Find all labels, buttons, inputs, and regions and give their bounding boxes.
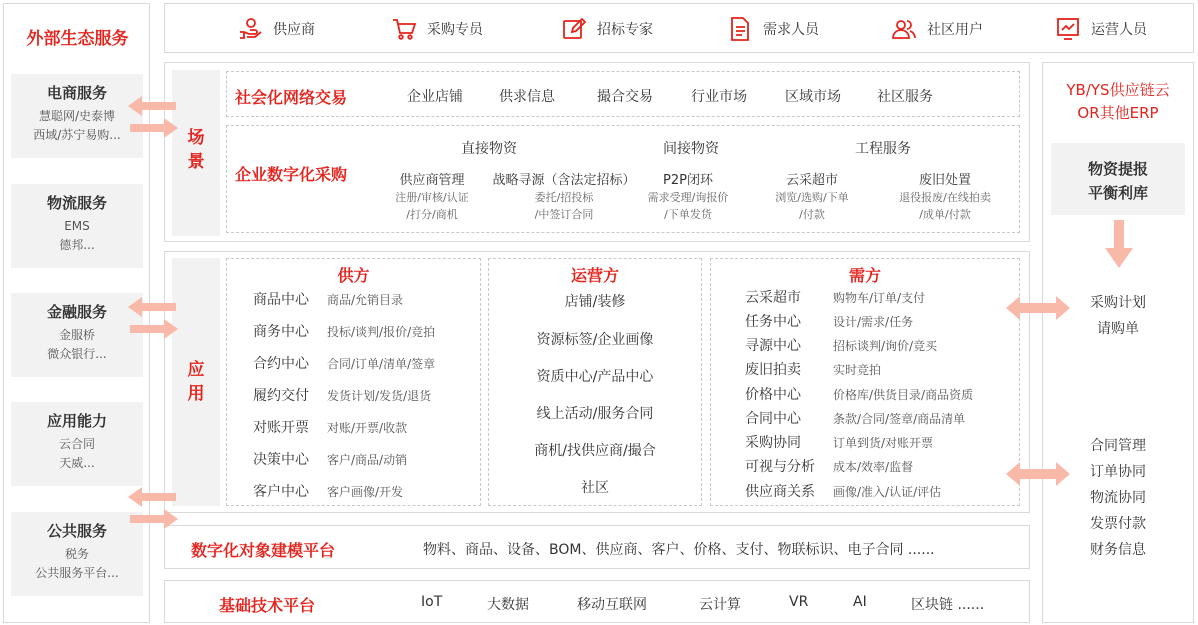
demand-side-panel [710,258,1020,506]
procurement-column[interactable] [633,172,743,223]
card-line: 云合同 [58,437,95,451]
social-item[interactable]: 区域市场 [785,89,841,105]
public-service-card[interactable] [11,512,143,596]
supply-row-desc: 投标/谈判/报价/竞拍 [327,325,436,339]
supply-row-desc: 发货计划/发货/退货 [327,389,432,403]
social-item[interactable]: 企业店铺 [407,89,463,105]
ecommerce-service-card[interactable] [11,74,143,158]
tech-item: 云计算 [699,597,741,613]
demand-row-desc: 成本/效率/监督 [833,460,914,474]
column-line: /付款 [799,208,825,221]
social-network-trade-title: 社会化网络交易 [235,88,348,107]
demand-row-desc: 招标谈判/询价/竞买 [833,339,938,353]
application-capability-card[interactable] [11,402,143,486]
role-community-user[interactable] [891,16,983,42]
tech-item: 区块链 ...... [911,597,985,613]
role-tender-expert[interactable] [561,16,653,42]
column-line: /打分/商机 [406,208,458,221]
operator-panel [488,258,702,506]
scene-label-char: 场 [187,128,205,148]
demand-row-desc: 实时竞拍 [833,363,882,377]
erp-title-line: YB/YS供应链云 [1066,81,1170,99]
demand-row-name[interactable]: 采购协同 [745,435,801,451]
card-title: 物流服务 [46,194,107,212]
procurement-header: 工程服务 [855,141,911,157]
bidirectional-arrow-icon [1006,458,1070,490]
supply-side-panel [226,258,481,506]
column-line: /成单/付款 [919,208,971,221]
operator-item[interactable]: 商机/找供应商/撮合 [534,443,656,459]
column-title: P2P闭环 [663,173,713,188]
demand-row-name[interactable]: 云采超市 [745,290,801,306]
edit-icon [561,16,587,42]
card-title: 公共服务 [46,522,107,540]
tech-platform-title: 基础技术平台 [219,596,316,615]
role-label: 需求人员 [763,22,819,38]
modeling-platform-items: 物料、商品、设备、BOM、供应商、客户、价格、支付、物联标识、电子合同 ...... [423,542,935,558]
operator-item[interactable]: 资源标签/企业画像 [536,332,654,348]
card-title: 应用能力 [46,412,107,430]
supply-side-title: 供方 [337,266,370,285]
card-line: EMS [64,219,90,233]
application-label-char: 应 [187,360,205,380]
erp-function-list [1043,433,1193,563]
demand-row-name[interactable]: 供应商关系 [745,484,815,500]
demand-row-name[interactable]: 任务中心 [745,314,801,330]
social-item[interactable]: 撮合交易 [597,89,653,105]
users-icon [891,16,917,42]
column-title: 废旧处置 [918,173,971,188]
procurement-column[interactable] [489,172,639,223]
bidirectional-arrow-icon [1006,292,1070,324]
supply-row-name[interactable]: 合约中心 [253,356,309,372]
application-label [172,358,220,406]
column-line: 委托/招投标 [534,191,594,204]
demand-row-name[interactable]: 价格中心 [745,387,801,403]
demand-row-desc: 订单到货/对账开票 [833,436,934,450]
card-title: 金融服务 [46,303,107,321]
purchase-plan-line: 请购单 [1097,321,1139,337]
cart-icon [391,16,417,42]
operator-item[interactable]: 资质中心/产品中心 [536,369,654,385]
column-title: 供应商管理 [399,173,465,188]
tech-item: 移动互联网 [577,597,647,613]
roles-bar [164,3,1194,53]
modeling-platform-bar [164,525,1030,569]
card-line: 公共服务平台... [35,566,119,580]
demand-row-desc: 条款/合同/签章/商品清单 [833,412,966,426]
social-item[interactable]: 供求信息 [499,89,555,105]
column-line: 需求受理/询报价 [647,191,729,204]
supply-row-name[interactable]: 履约交付 [253,388,309,404]
supply-row-desc: 合同/订单/清单/签章 [327,357,436,371]
procurement-header: 间接物资 [663,141,719,157]
card-line: 金服桥 [58,328,95,342]
card-line: 微众银行... [47,347,107,361]
stock-report-line: 物资提报 [1087,160,1148,178]
demand-row-name[interactable]: 可视与分析 [745,459,815,475]
demand-row-name[interactable]: 寻源中心 [745,338,801,354]
role-label: 供应商 [273,22,315,38]
down-arrow-icon [1105,220,1133,270]
column-line: /下单发货 [664,208,712,221]
procurement-column[interactable] [757,172,867,223]
bidirectional-arrow-icon [128,96,178,138]
scene-label [172,126,220,174]
procurement-header: 直接物资 [461,141,517,157]
logistics-service-card[interactable] [11,184,143,268]
bidirectional-arrow-icon [128,297,178,339]
tech-item: VR [789,594,809,610]
card-line: 西域/苏宁易购... [33,128,121,142]
role-supplier[interactable] [237,16,315,42]
finance-service-card[interactable] [11,293,143,377]
social-item[interactable]: 行业市场 [691,89,747,105]
demand-row-desc: 价格库/供货目录/商品资质 [833,388,974,402]
bidirectional-arrow-icon [128,487,178,529]
role-label: 社区用户 [927,22,983,38]
erp-function-item[interactable]: 物流协同 [1090,490,1146,506]
supply-row-name[interactable]: 商务中心 [253,324,309,340]
erp-function-item[interactable]: 合同管理 [1090,438,1146,454]
scene-label-char: 景 [187,152,205,172]
enterprise-procurement-title: 企业数字化采购 [235,165,348,184]
social-network-trade-row [226,71,1020,117]
column-title: 战略寻源（含法定招标） [492,173,636,188]
column-title: 云采超市 [785,173,838,188]
role-label: 招标专家 [597,22,653,38]
card-title: 电商服务 [46,84,107,102]
stock-report-line: 平衡利库 [1087,184,1148,202]
role-label: 采购专员 [427,22,483,38]
erp-panel [1042,62,1194,623]
external-ecosystem-title: 外部生态服务 [26,29,129,49]
column-line: /中签订合同 [534,208,594,221]
operator-item[interactable]: 店铺/装修 [564,294,626,310]
scene-label-block [172,70,220,236]
chart-icon [1055,16,1081,42]
supply-row-desc: 客户画像/开发 [327,485,404,499]
operator-item[interactable]: 社区 [581,480,609,496]
supply-row-desc: 商品/允销目录 [327,293,404,307]
demand-row-name[interactable]: 废旧拍卖 [745,362,801,378]
supplier-hand-icon [237,16,263,42]
social-item[interactable]: 社区服务 [877,89,933,105]
column-line: 退役报废/在线拍卖 [899,191,991,204]
stock-report-card[interactable] [1051,143,1185,215]
erp-title [1043,79,1193,125]
card-line: 天威... [59,456,95,470]
procurement-column[interactable] [883,172,1007,223]
erp-title-line: OR其他ERP [1077,104,1159,122]
card-line: 慧聪网/史泰博 [38,109,116,123]
demand-row-name[interactable]: 合同中心 [745,411,801,427]
demand-row-desc: 购物车/订单/支付 [833,291,926,305]
document-icon [727,16,753,42]
erp-function-item[interactable]: 财务信息 [1090,542,1146,558]
role-purchaser[interactable] [391,16,483,42]
column-line: 浏览/选购/下单 [775,191,849,204]
card-line: 税务 [64,547,89,561]
erp-function-item[interactable]: 发票付款 [1090,516,1146,532]
column-line: 注册/审核/认证 [395,191,469,204]
procurement-column[interactable] [377,172,487,223]
supply-row-name[interactable]: 客户中心 [253,484,309,500]
supply-row-name[interactable]: 对账开票 [253,420,309,436]
purchase-plan-line: 采购计划 [1090,295,1146,311]
application-label-char: 用 [187,384,205,404]
enterprise-procurement-row [226,125,1020,233]
tech-item: 大数据 [487,597,529,613]
application-label-block [172,258,220,506]
demand-side-title: 需方 [848,266,881,285]
role-requester[interactable] [727,16,819,42]
tech-item: AI [853,594,867,610]
role-operator[interactable] [1055,16,1147,42]
supply-row-name[interactable]: 商品中心 [253,292,309,308]
tech-item: IoT [421,594,443,610]
modeling-platform-title: 数字化对象建模平台 [191,541,336,560]
operator-title: 运营方 [570,266,619,285]
supply-row-desc: 对账/开票/收款 [327,421,408,435]
role-label: 运营人员 [1091,22,1147,38]
erp-function-item[interactable]: 订单协同 [1090,464,1146,480]
card-line: 德邦... [59,238,95,252]
demand-row-desc: 画像/准入/认证/评估 [833,485,942,499]
tech-platform-bar [164,580,1030,623]
supply-row-desc: 客户/商品/动销 [327,453,408,467]
supply-row-name[interactable]: 决策中心 [253,452,309,468]
demand-row-desc: 设计/需求/任务 [833,315,914,329]
operator-item[interactable]: 线上活动/服务合同 [536,406,654,422]
